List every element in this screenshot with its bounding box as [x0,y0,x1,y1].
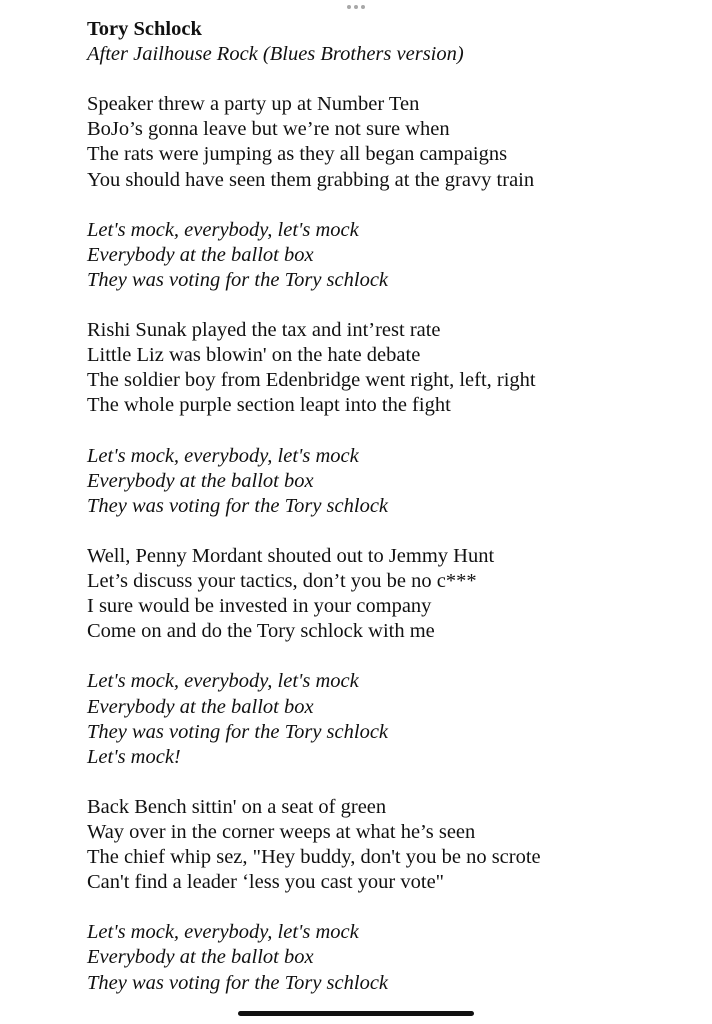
lyric-line: You should have seen them grabbing at the gravy train [87,168,535,191]
chorus-stanza [87,669,687,769]
stanza-spacer [87,193,687,218]
chorus-stanza [87,218,687,293]
verse-stanza [87,544,687,644]
lyric-line: Everybody at the ballot box [87,469,314,492]
lyric-line: They was voting for the Tory schlock [87,720,389,743]
lyric-line: I sure would be invested in your company [87,595,432,618]
stanza-spacer [87,644,687,669]
lyric-line: The whole purple section leapt into the fight [87,394,451,417]
song-title: Tory Schlock [87,18,202,40]
lyric-line: Everybody at the ballot box [87,695,314,718]
lyric-line: Speaker threw a party up at Number Ten [87,93,420,116]
lyric-line: Back Bench sittin' on a seat of green [87,795,387,818]
lyric-line: Well, Penny Mordant shouted out to Jemmy Hunt [87,544,495,567]
lyric-line: Let's mock, everybody, let's mock [87,218,359,241]
verse-stanza [87,92,687,192]
stanza-spacer [87,293,687,318]
lyric-line: BoJo’s gonna leave but we’re not sure when [87,118,450,141]
verse-stanza [87,795,687,895]
lyric-line: Way over in the corner weeps at what he’s seen [87,821,476,843]
lyric-line: The rats were jumping as they all began campaigns [87,143,508,166]
lyrics-document [87,17,687,996]
lyric-line: Everybody at the ballot box [87,243,314,266]
home-indicator[interactable] [238,1011,474,1016]
lyric-line: Let's mock, everybody, let's mock [87,444,359,467]
chorus-stanza [87,444,687,519]
lyric-line: Can't find a leader ‘less you cast your vote" [87,871,445,894]
song-subtitle: After Jailhouse Rock (Blues Brothers version) [87,43,464,66]
stanza-spacer [87,519,687,544]
stanza-list [87,67,687,995]
stanza-spacer [87,895,687,920]
lyric-line: Rishi Sunak played the tax and int’rest rate [87,319,441,342]
chorus-stanza [87,920,687,995]
lyric-line: Everybody at the ballot box [87,946,314,969]
dot-icon [361,5,365,9]
more-options-handle-icon[interactable] [347,5,365,9]
stanza-spacer [87,419,687,444]
lyric-line: The soldier boy from Edenbridge went right, left, right [87,369,536,392]
lyric-line: Let’s discuss your tactics, don’t you be no c*** [87,570,477,593]
lyric-line: They was voting for the Tory schlock [87,268,389,291]
dot-icon [354,5,358,9]
stanza-spacer [87,770,687,795]
lyric-line: Let's mock, everybody, let's mock [87,670,359,693]
lyric-line: The chief whip sez, "Hey buddy, don't you be no scrote [87,846,541,869]
verse-stanza [87,318,687,418]
lyric-line: Let's mock, everybody, let's mock [87,921,359,944]
lyric-line: They was voting for the Tory schlock [87,494,389,517]
lyric-line: Let's mock! [87,745,181,768]
lyric-line: They was voting for the Tory schlock [87,971,389,994]
lyric-line: Little Liz was blowin' on the hate debate [87,344,421,367]
dot-icon [347,5,351,9]
lyric-line: Come on and do the Tory schlock with me [87,620,435,643]
stanza-spacer [87,67,687,92]
